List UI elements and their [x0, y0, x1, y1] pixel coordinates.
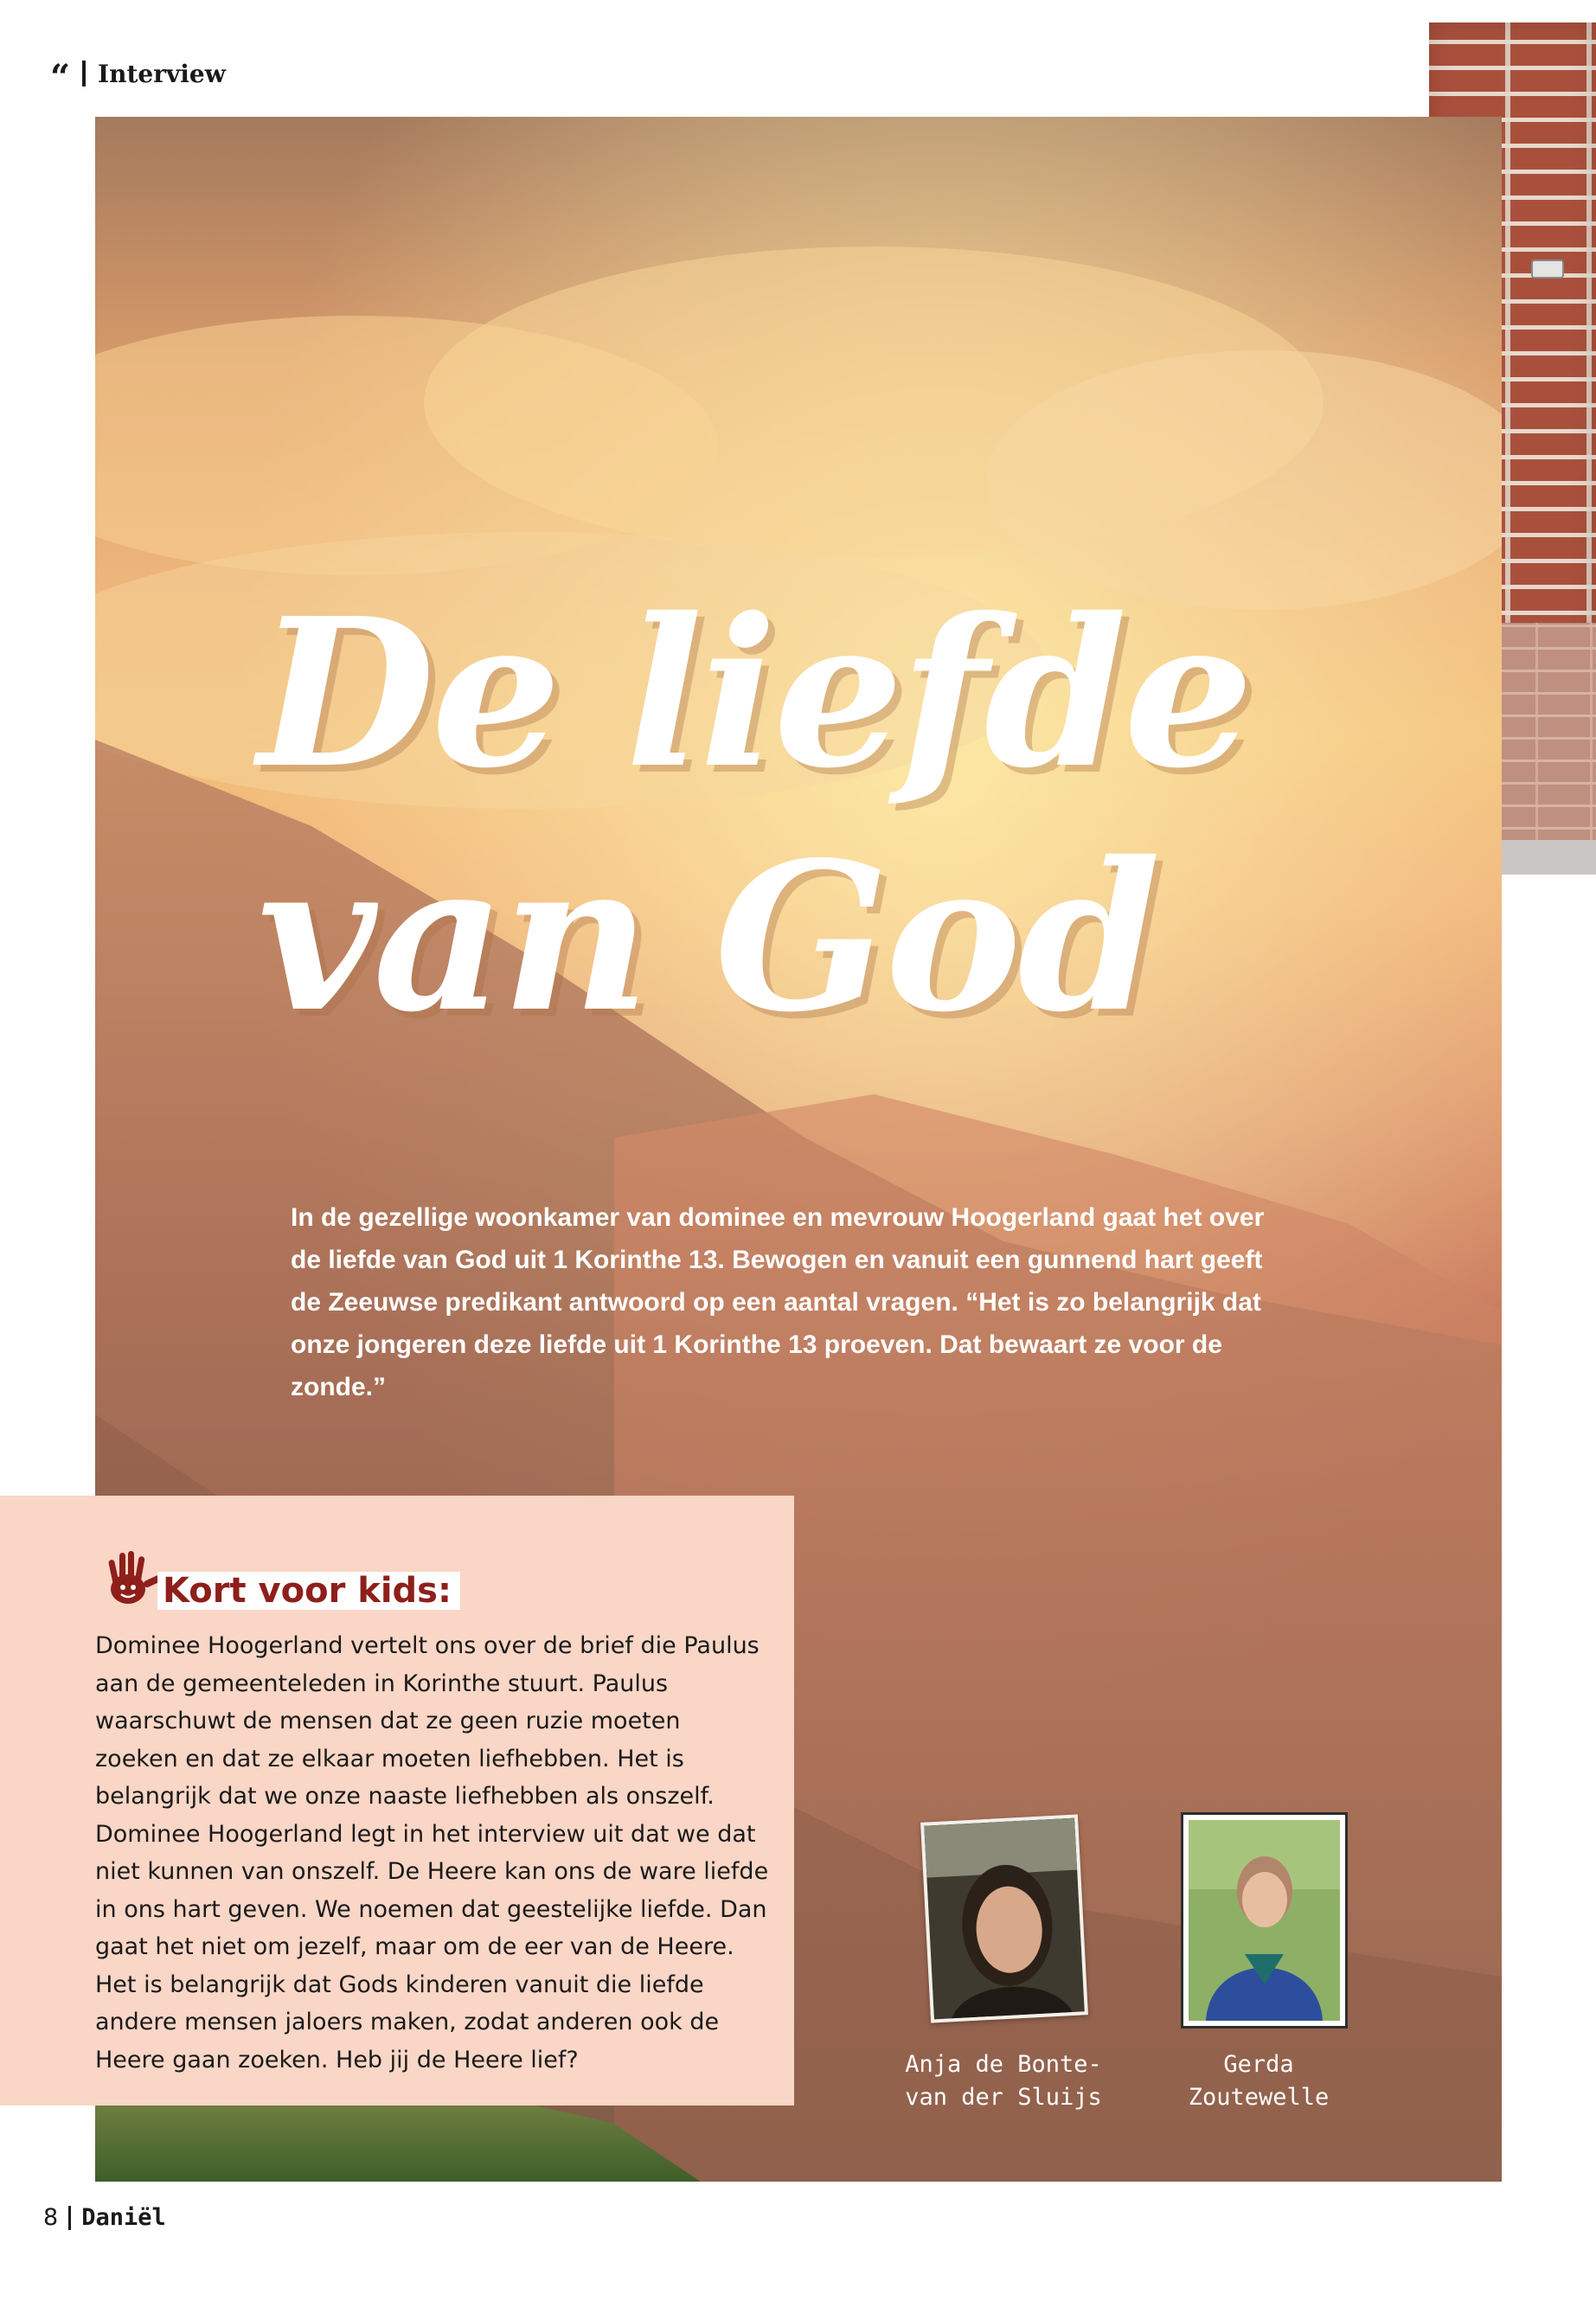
author-photo-gerda	[1183, 1815, 1345, 2026]
page-number: 8	[43, 2204, 59, 2231]
author-caption-gerda: Gerda Zoutewelle	[1188, 2051, 1330, 2111]
title-line-1: De liefde	[258, 573, 1251, 813]
article-title	[258, 571, 1382, 1059]
magazine-name: Daniël	[81, 2204, 166, 2231]
kids-box-title: Kort voor kids:	[157, 1572, 460, 1610]
wall-fixture	[1531, 260, 1564, 279]
kids-summary-box	[0, 1496, 794, 2106]
hand-icon	[95, 1549, 164, 1610]
footer-divider	[68, 2206, 71, 2230]
header-divider	[82, 61, 86, 87]
author-photo-anja	[920, 1814, 1088, 2022]
author-caption-anja: Anja de Bonte- van der Sluijs	[905, 2051, 1102, 2111]
page-header	[50, 57, 226, 90]
quote-icon: “	[50, 61, 71, 90]
title-line-2: van God	[258, 817, 1157, 1057]
kids-box-text: Dominee Hoogerland vertelt ons over de brief die Paulus aan de gemeenteleden in Korinthe stuurt. Paulus waarschuwt de mensen dat ze geen ruzie moeten zoeken en dat ze elkaar moeten liefhebben. Het is belangrijk dat we onze naaste liefhebben als onszelf. Dominee Hoogerland legt in het interview uit dat we dat niet kunnen van onszelf. De Heere kan ons de ware liefde in ons hart geven. We noemen dat geestelijke liefde. Dan gaat het niet om jezelf, maar om de eer van de Heere. Het is belangrijk dat Gods kinderen vanuit die liefde andere mensen jaloers maken, zodat anderen ook de Heere gaan zoeken. Heb jij de Heere lief?	[95, 1632, 769, 2073]
article-intro: In de gezellige woonkamer van dominee en mevrouw Hoogerland gaat het over de liefde van God uit 1 Korinthe 13. Bewogen en vanuit een gunnend hart geeft de Zeeuwse predikant antwoord op een aantal vragen. “Het is zo belangrijk dat onze jongeren deze liefde uit 1 Korinthe 13 proeven. Dat bewaart ze voor de zonde.”	[291, 1203, 1265, 1401]
section-label: Interview	[98, 59, 226, 88]
kids-box-header	[95, 1549, 460, 1610]
page-footer	[43, 2204, 166, 2231]
